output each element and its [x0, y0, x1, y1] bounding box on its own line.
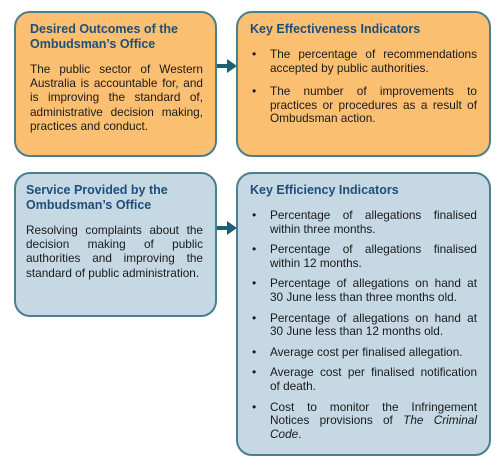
arrow-right-icon [217, 59, 237, 73]
arrow-right-icon [217, 221, 237, 235]
list-item: • Percentage of allegations finalised within 12 months. [250, 243, 477, 270]
key-effectiveness-indicators-box [236, 11, 491, 157]
desired-outcomes-title: Desired Outcomes of the Ombudsman’s Office [30, 22, 178, 51]
list-item [250, 401, 477, 442]
list-item: • The number of improvements to practices or procedures as a result of Ombudsman action. [250, 85, 477, 126]
list-item: • Average cost per finalised allegation. [250, 346, 477, 360]
service-provided-box [14, 172, 217, 317]
service-provided-text: Resolving complaints about the decision making of public authorities and improving the standard of public administration. [26, 223, 203, 280]
service-provided-title: Service Provided by the Ombudsman’s Office [26, 183, 168, 212]
list-item: • Percentage of allegations on hand at 30 June less than 12 months old. [250, 312, 477, 339]
list-item: • Average cost per finalised notification of death. [250, 366, 477, 393]
list-item: • Percentage of allegations on hand at 30 June less than three months old. [250, 277, 477, 304]
cost-to-monitor-text: Cost to monitor the Infringement Notices provisions of [270, 399, 477, 428]
efficiency-list [250, 209, 477, 441]
desired-outcomes-box [14, 11, 217, 157]
desired-outcomes-text: The public sector of Western Australia is accountable for, and is improving the standard of, administrative decision making, practices and conduct. [30, 62, 203, 133]
key-efficiency-title: Key Efficiency Indicators [250, 183, 399, 197]
item-end-punctuation: . [298, 426, 302, 441]
criminal-code-reference: The Criminal Code [270, 413, 477, 441]
effectiveness-list [250, 48, 477, 126]
key-effectiveness-title: Key Effectiveness Indicators [250, 22, 421, 36]
key-efficiency-indicators-box [236, 172, 491, 456]
list-item: • Percentage of allegations finalised within three months. [250, 209, 477, 236]
list-item: • The percentage of recommendations accepted by public authorities. [250, 48, 477, 75]
